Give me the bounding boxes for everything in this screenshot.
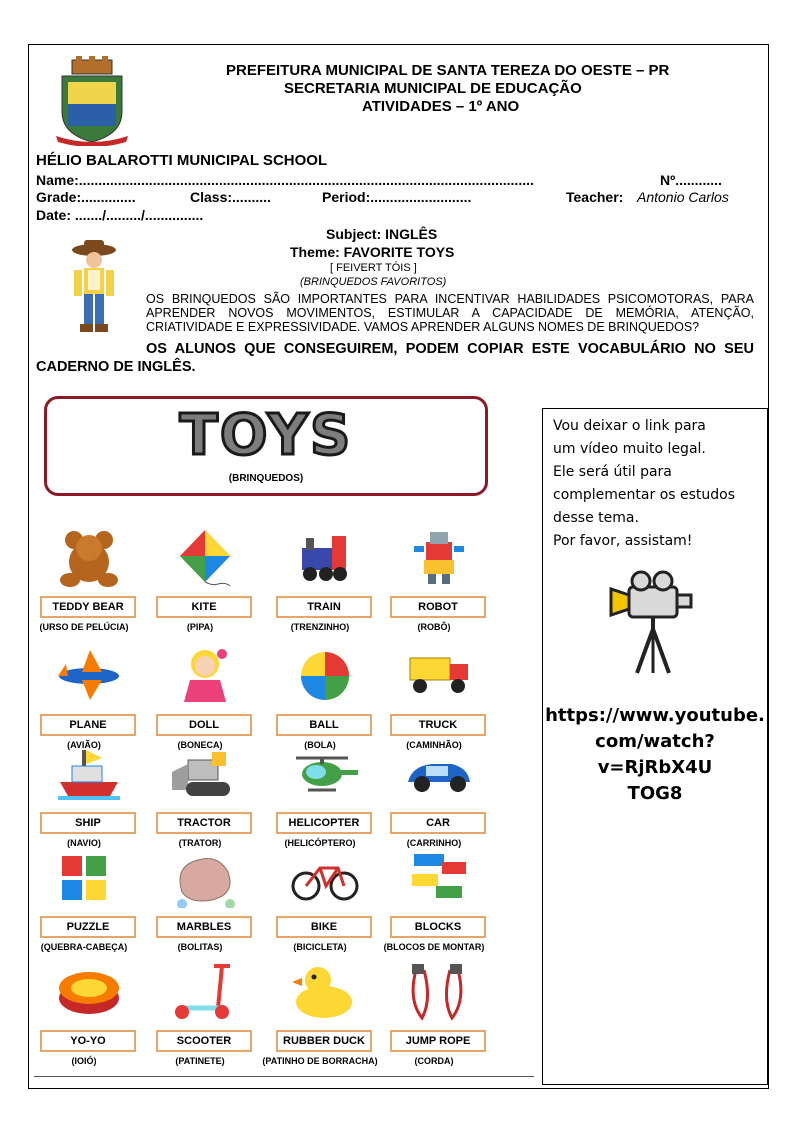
intro-paragraph: OS BRINQUEDOS SÃO IMPORTANTES PARA INCENTIVAR HABILIDADES PSICOMOTORAS, PARA APRENDER NOVOS MOVIMENTOS, ESTIMULAR A CAPACIDADE DE MEMÓRIA, ATENÇÃO, CRIATIVIDADE E EXPRESSIVIDADE. VAMOS APRENDER ALGUNS NOMES DE BRINQUEDOS? xyxy=(146,292,754,334)
ball-icon xyxy=(288,644,362,706)
video-camera-icon xyxy=(607,569,697,679)
toy-portuguese-label: (PIPA) xyxy=(186,622,214,632)
toy-english-label: TRACTOR xyxy=(156,812,252,834)
toy-portuguese-label: (TRATOR) xyxy=(178,838,222,848)
bottom-rule xyxy=(34,1076,534,1077)
toy-portuguese-label: (PATINHO DE BORRACHA) xyxy=(262,1056,378,1066)
number-field[interactable]: Nº............ xyxy=(660,172,722,188)
toy-portuguese-label: (CARRINHO) xyxy=(406,838,462,848)
video-info-line: Ele será útil para xyxy=(553,464,672,480)
toy-card-jump-rope xyxy=(384,960,494,1080)
toy-english-label: KITE xyxy=(156,596,252,618)
toy-card-puzzle xyxy=(34,846,144,966)
header-line-1: PREFEITURA MUNICIPAL DE SANTA TEREZA DO OESTE – PR xyxy=(226,62,670,79)
period-field[interactable]: Period:.......................... xyxy=(322,189,472,205)
youtube-link-line[interactable]: com/watch?v=RjRbX4U xyxy=(595,731,715,778)
toy-english-label: SHIP xyxy=(40,812,136,834)
toy-card-train xyxy=(270,526,380,646)
toy-portuguese-label: (PATINETE) xyxy=(175,1056,225,1066)
class-field[interactable]: Class:.......... xyxy=(190,189,271,205)
toy-english-label: SCOOTER xyxy=(156,1030,252,1052)
toy-card-rubber-duck xyxy=(262,960,380,1080)
toy-card-bike xyxy=(270,846,380,966)
toy-portuguese-label: (BLOCOS DE MONTAR) xyxy=(383,942,485,952)
pronunciation: [ FEIVERT TÓIS ] xyxy=(330,262,417,274)
video-info-line: um vídeo muito legal. xyxy=(553,441,706,457)
toy-card-robot xyxy=(384,526,494,646)
toy-english-label: HELICOPTER xyxy=(276,812,372,834)
toy-portuguese-label: (CORDA) xyxy=(414,1056,454,1066)
toy-english-label: TRUCK xyxy=(390,714,486,736)
municipal-coat-of-arms xyxy=(54,56,130,146)
car-icon xyxy=(402,742,476,804)
toy-card-yo-yo xyxy=(34,960,144,1080)
bike-icon xyxy=(288,846,362,908)
video-info-line: Vou deixar o link para xyxy=(553,418,706,434)
toy-english-label: DOLL xyxy=(156,714,252,736)
youtube-link[interactable] xyxy=(543,703,767,807)
teacher-name: Antonio Carlos xyxy=(637,189,729,205)
header-line-2: SECRETARIA MUNICIPAL DE EDUCAÇÃO xyxy=(284,80,582,97)
toy-english-label: ROBOT xyxy=(390,596,486,618)
toy-portuguese-label: (CAMINHÃO) xyxy=(406,740,462,750)
toy-card-car xyxy=(384,742,494,862)
teacher-label: Teacher: xyxy=(566,189,624,205)
cowboy-toy-image xyxy=(66,238,126,338)
robot-icon xyxy=(402,526,476,588)
yo-yo-icon xyxy=(52,960,126,1022)
grade-field[interactable]: Grade:.............. xyxy=(36,189,136,205)
toy-portuguese-label: (AVIÃO) xyxy=(67,740,101,750)
toy-english-label: RUBBER DUCK xyxy=(276,1030,372,1052)
doll-icon xyxy=(168,644,242,706)
marbles-icon xyxy=(168,846,242,908)
video-info-line: desse tema. xyxy=(553,510,639,526)
youtube-link-line[interactable]: https://www.youtube. xyxy=(545,705,765,726)
toy-card-kite xyxy=(150,526,260,646)
toys-subtitle: (BRINQUEDOS) xyxy=(228,473,304,484)
video-info-line: Por favor, assistam! xyxy=(553,533,693,549)
toy-card-helicopter xyxy=(270,742,380,862)
toy-portuguese-label: (URSO DE PELÚCIA) xyxy=(39,622,129,632)
ship-icon xyxy=(52,742,126,804)
header-line-3: ATIVIDADES – 1º ANO xyxy=(362,98,520,115)
kite-icon xyxy=(168,526,242,588)
toy-english-label: PUZZLE xyxy=(40,916,136,938)
school-name: HÉLIO BALAROTTI MUNICIPAL SCHOOL xyxy=(36,152,328,169)
jump-rope-icon xyxy=(402,960,476,1022)
scooter-icon xyxy=(168,960,242,1022)
toys-banner xyxy=(44,396,488,496)
toy-portuguese-label: (TRENZINHO) xyxy=(290,622,350,632)
toy-english-label: BALL xyxy=(276,714,372,736)
toy-english-label: CAR xyxy=(390,812,486,834)
blocks-icon xyxy=(402,846,476,908)
plane-icon xyxy=(52,644,126,706)
name-field[interactable]: Name:..................................................................................................................... xyxy=(36,172,534,188)
toy-english-label: BIKE xyxy=(276,916,372,938)
theme-translation: (BRINQUEDOS FAVORITOS) xyxy=(300,276,447,288)
toy-card-tractor xyxy=(150,742,260,862)
toy-english-label: TRAIN xyxy=(276,596,372,618)
toy-english-label: YO-YO xyxy=(40,1030,136,1052)
video-info-text xyxy=(553,415,763,553)
toy-portuguese-label: (IOIÓ) xyxy=(71,1056,97,1066)
teddy-bear-icon xyxy=(52,526,126,588)
theme-line: Theme: FAVORITE TOYS xyxy=(290,244,455,260)
toy-card-marbles xyxy=(150,846,260,966)
toy-english-label: TEDDY BEAR xyxy=(40,596,136,618)
copy-instruction: OS ALUNOS QUE CONSEGUIREM, PODEM COPIAR ESTE VOCABULÁRIO NO SEU CADERNO DE INGLÊS. xyxy=(36,341,754,375)
truck-icon xyxy=(402,644,476,706)
toy-portuguese-label: (QUEBRA-CABEÇA) xyxy=(40,942,128,952)
rubber-duck-icon xyxy=(288,960,362,1022)
toy-card-blocks xyxy=(384,846,494,966)
video-info-line: complementar os estudos xyxy=(553,487,736,503)
toy-portuguese-label: (ROBÔ) xyxy=(417,622,451,632)
toy-portuguese-label: (BOLITAS) xyxy=(177,942,223,952)
toys-title: TOYS xyxy=(179,403,353,468)
toy-card-scooter xyxy=(150,960,260,1080)
toy-english-label: PLANE xyxy=(40,714,136,736)
date-field[interactable]: Date: ......./........./............... xyxy=(36,207,204,223)
toy-english-label: BLOCKS xyxy=(390,916,486,938)
toy-portuguese-label: (HELICÓPTERO) xyxy=(284,838,356,848)
toy-portuguese-label: (BICICLETA) xyxy=(293,942,347,952)
toy-portuguese-label: (BONECA) xyxy=(177,740,223,750)
subject-line: Subject: INGLÊS xyxy=(326,226,438,242)
toy-card-teddy-bear xyxy=(34,526,144,646)
tractor-icon xyxy=(168,742,242,804)
puzzle-icon xyxy=(52,846,126,908)
toy-portuguese-label: (NAVIO) xyxy=(67,838,101,848)
toy-english-label: MARBLES xyxy=(156,916,252,938)
video-info-panel xyxy=(542,408,768,1085)
train-icon xyxy=(288,526,362,588)
toy-portuguese-label: (BOLA) xyxy=(304,740,336,750)
youtube-link-line[interactable]: TOG8 xyxy=(627,783,683,804)
helicopter-icon xyxy=(288,742,362,804)
toy-english-label: JUMP ROPE xyxy=(390,1030,486,1052)
toy-card-ship xyxy=(34,742,144,862)
